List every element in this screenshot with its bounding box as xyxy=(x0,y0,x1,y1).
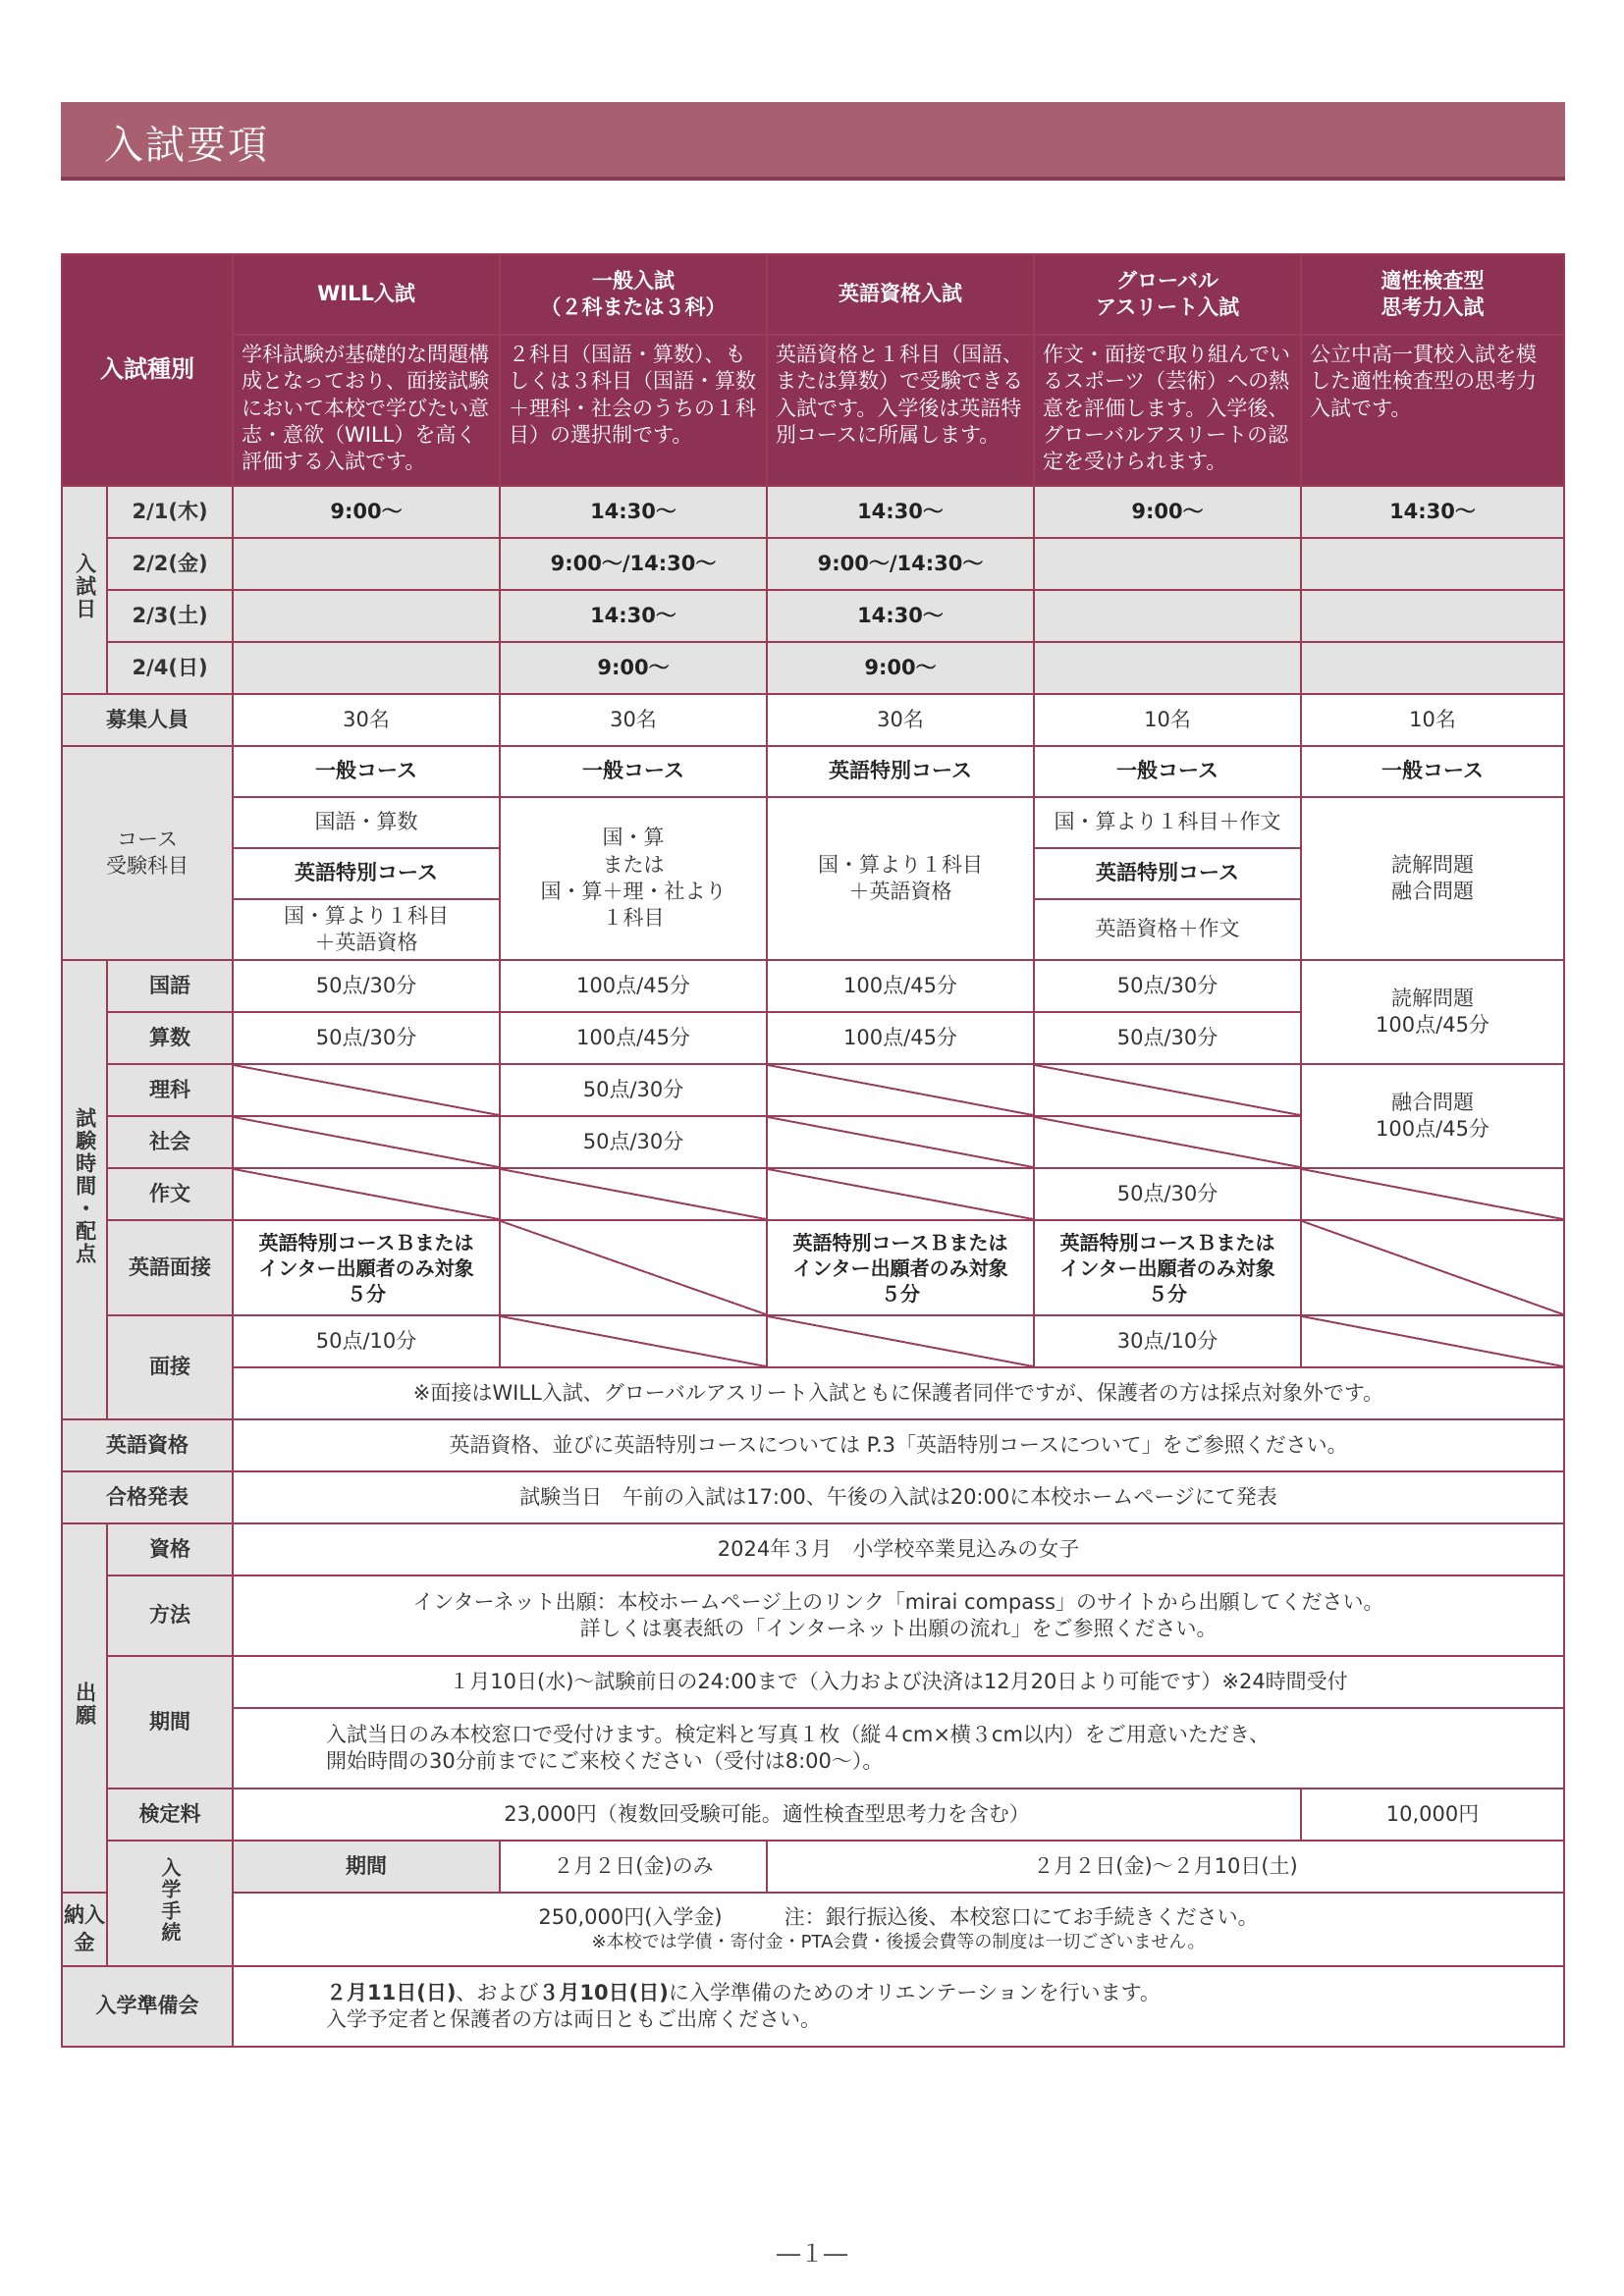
exam-desc-tekisei: 公立中高一貫校入試を模した適性検査型の思考力入試です。 xyxy=(1301,335,1564,486)
subject-sansu: 算数 xyxy=(107,1012,233,1064)
date-label: 2/1(木) xyxy=(107,486,233,538)
nyugaku-kikan-other: ２月２日(金)〜２月10日(土) xyxy=(767,1841,1564,1893)
kikan-label: 期間 xyxy=(107,1656,233,1789)
page-title: 入試要項 xyxy=(104,123,269,168)
title-bar xyxy=(61,102,1565,181)
shutsugan-row xyxy=(62,1789,1564,1841)
junbi-date-2: ３月10日(日) xyxy=(538,1980,669,2004)
date-row xyxy=(62,642,1564,694)
course-label: コース 受験科目 xyxy=(62,746,233,960)
exam-name-row xyxy=(62,254,1564,335)
subject-eigo: 英語面接 xyxy=(107,1220,233,1315)
exam-name-global: グローバル アスリート入試 xyxy=(1034,254,1301,335)
score-cell: 50点/30分 xyxy=(1034,960,1301,1012)
date-cell: 14:30〜 xyxy=(767,486,1034,538)
nyugaku-kikan-label: 期間 xyxy=(233,1841,500,1893)
nyugaku-group-label: 入学手続 xyxy=(107,1841,233,1966)
mensetsu-will: 50点/10分 xyxy=(233,1315,500,1367)
date-cell: 9:00〜 xyxy=(767,642,1034,694)
eigo-shikaku-text: 英語資格、並びに英語特別コースについては P.3「英語特別コースについて」をご参照ください。 xyxy=(233,1419,1564,1471)
score-group-label: 試験時間・配点 xyxy=(62,960,107,1419)
date-label: 2/4(日) xyxy=(107,642,233,694)
score-cell: 100点/45分 xyxy=(767,960,1034,1012)
nyugaku-row xyxy=(62,1893,1564,1966)
subject-shakai: 社会 xyxy=(107,1116,233,1168)
empty-cell xyxy=(500,1168,767,1220)
empty-cell xyxy=(1301,1168,1564,1220)
eigo-shikaku-row xyxy=(62,1419,1564,1471)
nounyu-text: 250,000円(入学金) 注：銀行振込後、本校窓口にてお手続きください。 xyxy=(538,1905,1259,1930)
course-will-english: 英語特別コース xyxy=(233,848,500,899)
score-cell: 50点/30分 xyxy=(1034,1168,1301,1220)
capacity-cell: 30名 xyxy=(767,694,1034,746)
date-cell: 14:30〜 xyxy=(1301,486,1564,538)
capacity-cell: 10名 xyxy=(1301,694,1564,746)
subjects-global: 国・算より１科目＋作文 xyxy=(1034,797,1301,848)
subjects-tekisei: 読解問題 融合問題 xyxy=(1301,797,1564,960)
date-cell xyxy=(1301,590,1564,642)
shutsugan-row xyxy=(62,1575,1564,1656)
junbi-label: 入学準備会 xyxy=(62,1966,233,2047)
capacity-row xyxy=(62,694,1564,746)
empty-cell xyxy=(500,1220,767,1315)
date-row xyxy=(62,486,1564,538)
date-cell xyxy=(1301,538,1564,590)
score-row xyxy=(62,1315,1564,1367)
date-cell xyxy=(1034,642,1301,694)
capacity-cell: 30名 xyxy=(500,694,767,746)
goukaku-text: 試験当日 午前の入試は17:00、午後の入試は20:00に本校ホームページにて発表 xyxy=(233,1471,1564,1523)
exam-date-group-label: 入試日 xyxy=(62,486,107,694)
date-label: 2/2(金) xyxy=(107,538,233,590)
empty-cell xyxy=(767,1168,1034,1220)
empty-cell xyxy=(767,1315,1034,1367)
exam-name-tekisei: 適性検査型 思考力入試 xyxy=(1301,254,1564,335)
date-cell xyxy=(1034,538,1301,590)
date-cell xyxy=(233,642,500,694)
empty-cell xyxy=(500,1315,767,1367)
kikan-text-2: 入試当日のみ本校窓口で受付けます。検定料と写真１枚（縦４cm×横３cm以内）をご用意いただき、 開始時間の30分前までにご来校ください（受付は8:00〜）。 xyxy=(233,1708,1564,1789)
mensetsu-note: ※面接はWILL入試、グローバルアスリート入試ともに保護者同伴ですが、保護者の方は採点対象外です。 xyxy=(233,1367,1564,1419)
score-cell: 50点/30分 xyxy=(233,960,500,1012)
goukaku-row xyxy=(62,1471,1564,1523)
score-row xyxy=(62,1168,1564,1220)
empty-cell xyxy=(767,1116,1034,1168)
shutsugan-group-label: 出願 xyxy=(62,1523,107,1893)
date-cell: 9:00〜 xyxy=(233,486,500,538)
shutsugan-row xyxy=(62,1523,1564,1575)
date-cell: 9:00〜 xyxy=(500,642,767,694)
nyugaku-row xyxy=(62,1841,1564,1893)
date-cell: 9:00〜/14:30〜 xyxy=(767,538,1034,590)
exam-type-label: 入試種別 xyxy=(62,254,233,486)
date-row xyxy=(62,538,1564,590)
course-global: 一般コース xyxy=(1034,746,1301,797)
date-cell: 9:00〜 xyxy=(1034,486,1301,538)
date-cell: 14:30〜 xyxy=(767,590,1034,642)
score-row xyxy=(62,1064,1564,1116)
exam-desc-will: 学科試験が基礎的な問題構成となっており、面接試験において本校で学びたい意志・意欲（WILL）を高く評価する入試です。 xyxy=(233,335,500,486)
exam-desc-global: 作文・面接で取り組んでいるスポーツ（芸術）への熱意を評価します。入学後、グローバルアスリートの認定を受けられます。 xyxy=(1034,335,1301,486)
subject-sakubun: 作文 xyxy=(107,1168,233,1220)
shutsugan-row xyxy=(62,1708,1564,1789)
empty-cell xyxy=(1301,1315,1564,1367)
date-cell: 14:30〜 xyxy=(500,486,767,538)
date-label: 2/3(土) xyxy=(107,590,233,642)
capacity-label: 募集人員 xyxy=(62,694,233,746)
course-global-english: 英語特別コース xyxy=(1034,848,1301,899)
date-cell xyxy=(1301,642,1564,694)
score-yugo: 融合問題 100点/45分 xyxy=(1301,1064,1564,1168)
exam-name-general: 一般入試 （２科または３科） xyxy=(500,254,767,335)
nounyu-cell xyxy=(233,1893,1564,1966)
nyugaku-kikan-will: ２月２日(金)のみ xyxy=(500,1841,767,1893)
empty-cell xyxy=(233,1064,500,1116)
score-cell: 50点/30分 xyxy=(500,1064,767,1116)
score-cell: 50点/30分 xyxy=(500,1116,767,1168)
empty-cell xyxy=(767,1064,1034,1116)
subject-kokugo: 国語 xyxy=(107,960,233,1012)
mensetsu-global: 30点/10分 xyxy=(1034,1315,1301,1367)
subject-rika: 理科 xyxy=(107,1064,233,1116)
empty-cell xyxy=(1034,1116,1301,1168)
score-row xyxy=(62,1367,1564,1419)
course-will: 一般コース xyxy=(233,746,500,797)
date-cell: 9:00〜/14:30〜 xyxy=(500,538,767,590)
kikan-text-1: １月10日(水)〜試験前日の24:00まで（入力および決済は12月20日より可能です）※24時間受付 xyxy=(233,1656,1564,1708)
course-tekisei: 一般コース xyxy=(1301,746,1564,797)
exam-desc-english: 英語資格と１科目（国語、または算数）で受験できる入試です。入学後は英語特別コースに所属します。 xyxy=(767,335,1034,486)
houhou-text: インターネット出願：本校ホームページ上のリンク「mirai compass」のサイトから出願してください。 詳しくは裏表紙の「インターネット出願の流れ」をご参照ください。 xyxy=(233,1575,1564,1656)
shikaku-text: 2024年３月 小学校卒業見込みの女子 xyxy=(233,1523,1564,1575)
exam-desc-row xyxy=(62,335,1564,486)
course-english: 英語特別コース xyxy=(767,746,1034,797)
junbi-date-1: ２月11日(日) xyxy=(326,1980,457,2004)
date-cell xyxy=(233,590,500,642)
subjects-will: 国語・算数 xyxy=(233,797,500,848)
date-cell xyxy=(233,538,500,590)
nounyu-note: ※本校では学債・寄付金・PTA会費・後援会費等の制度は一切ございません。 xyxy=(591,1932,1206,1953)
capacity-cell: 10名 xyxy=(1034,694,1301,746)
fee-label: 検定料 xyxy=(107,1789,233,1841)
eigo-global: 英語特別コースＢまたは インター出願者のみ対象 ５分 xyxy=(1034,1220,1301,1315)
score-cell: 100点/45分 xyxy=(500,960,767,1012)
junbi-and: 、および xyxy=(456,1980,539,2004)
nounyu-label: 納入金 xyxy=(62,1893,107,1966)
score-row xyxy=(62,960,1564,1012)
exam-name-will: WILL入試 xyxy=(233,254,500,335)
score-cell: 100点/45分 xyxy=(500,1012,767,1064)
goukaku-label: 合格発表 xyxy=(62,1471,233,1523)
empty-cell xyxy=(1301,1220,1564,1315)
score-row xyxy=(62,1220,1564,1315)
houhou-label: 方法 xyxy=(107,1575,233,1656)
date-row xyxy=(62,590,1564,642)
exam-name-english: 英語資格入試 xyxy=(767,254,1034,335)
empty-cell xyxy=(233,1116,500,1168)
subjects-global-english: 英語資格＋作文 xyxy=(1034,899,1301,960)
junbi-line-2: 入学予定者と保護者の方は両日ともご出席ください。 xyxy=(326,2007,821,2031)
exam-desc-general: ２科目（国語・算数）、もしくは３科目（国語・算数＋理科・社会のうちの１科目）の選択制です。 xyxy=(500,335,767,486)
junbi-text: に入学準備のためのオリエンテーションを行います。 xyxy=(668,1980,1161,2004)
shutsugan-row xyxy=(62,1656,1564,1708)
fee-main: 23,000円（複数回受験可能。適性検査型思考力を含む） xyxy=(233,1789,1301,1841)
junbi-line-1 xyxy=(326,1980,1563,2006)
score-cell: 50点/30分 xyxy=(233,1012,500,1064)
shikaku-label: 資格 xyxy=(107,1523,233,1575)
junbi-cell xyxy=(233,1966,1564,2047)
page-number: ―１― xyxy=(777,2240,847,2268)
fee-tekisei: 10,000円 xyxy=(1301,1789,1564,1841)
subjects-general: 国・算 または 国・算＋理・社より １科目 xyxy=(500,797,767,960)
course-row xyxy=(62,797,1564,848)
score-cell: 100点/45分 xyxy=(767,1012,1034,1064)
empty-cell xyxy=(1034,1064,1301,1116)
eigo-will: 英語特別コースＢまたは インター出願者のみ対象 ５分 xyxy=(233,1220,500,1315)
subject-mensetsu: 面接 xyxy=(107,1315,233,1419)
capacity-cell: 30名 xyxy=(233,694,500,746)
score-cell: 50点/30分 xyxy=(1034,1012,1301,1064)
subjects-english: 国・算より１科目 ＋英語資格 xyxy=(767,797,1034,960)
admission-table xyxy=(61,253,1565,2048)
junbi-row xyxy=(62,1966,1564,2047)
subjects-will-english: 国・算より１科目 ＋英語資格 xyxy=(233,899,500,960)
eigo-english: 英語特別コースＢまたは インター出願者のみ対象 ５分 xyxy=(767,1220,1034,1315)
empty-cell xyxy=(233,1168,500,1220)
score-dokkai: 読解問題 100点/45分 xyxy=(1301,960,1564,1064)
course-row xyxy=(62,746,1564,797)
date-cell xyxy=(1034,590,1301,642)
eigo-shikaku-label: 英語資格 xyxy=(62,1419,233,1471)
date-cell: 14:30〜 xyxy=(500,590,767,642)
course-general: 一般コース xyxy=(500,746,767,797)
